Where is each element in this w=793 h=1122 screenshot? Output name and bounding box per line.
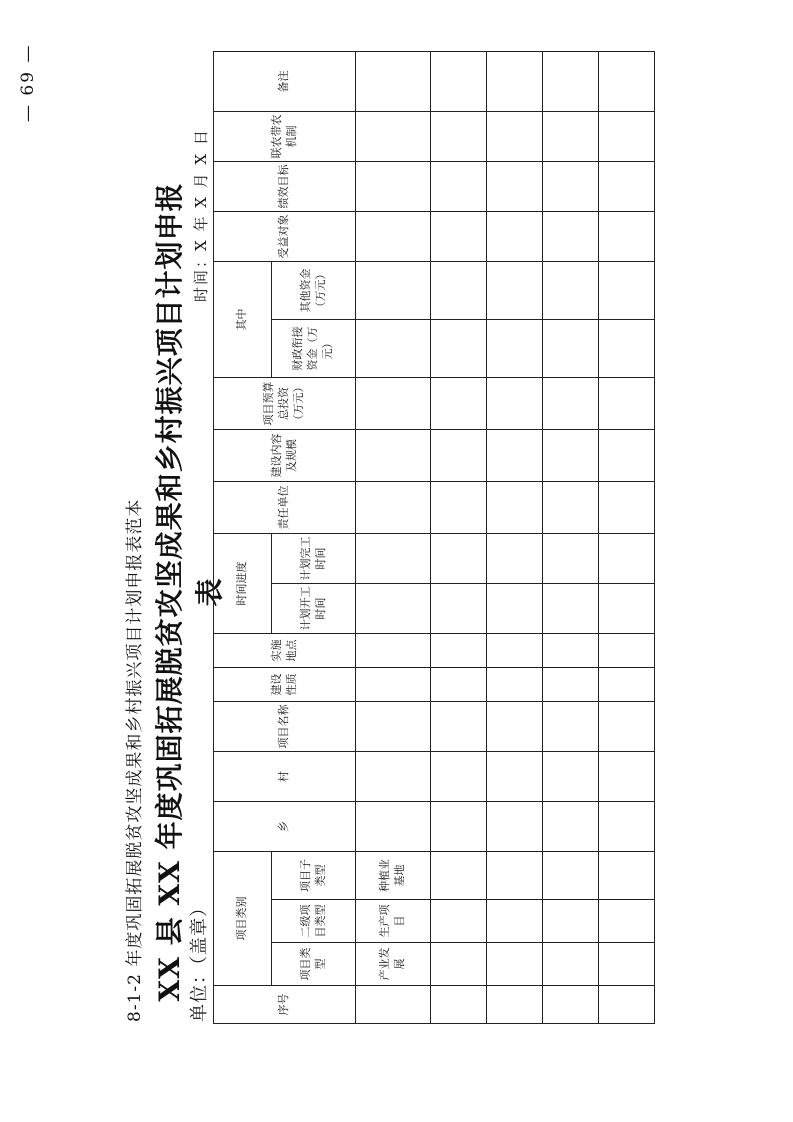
empty-cell[interactable]	[431, 633, 487, 667]
application-table	[213, 51, 655, 1024]
header-row-1	[214, 51, 272, 1023]
table-row	[356, 51, 431, 1023]
empty-cell[interactable]	[599, 261, 655, 319]
table-row-empty	[487, 51, 543, 1023]
cell-performance-goal[interactable]	[356, 161, 431, 211]
cell-content-scale[interactable]	[356, 429, 431, 481]
empty-cell[interactable]	[431, 751, 487, 801]
empty-cell[interactable]	[543, 377, 599, 429]
empty-cell[interactable]	[599, 429, 655, 481]
empty-cell[interactable]	[487, 319, 543, 377]
cell-category-sub[interactable]: 种植业基地	[356, 851, 431, 899]
empty-cell[interactable]	[431, 161, 487, 211]
empty-cell[interactable]	[543, 633, 599, 667]
empty-cell[interactable]	[599, 667, 655, 701]
header-farmer-mechanism: 联农带农机制	[214, 111, 356, 161]
empty-cell[interactable]	[543, 986, 599, 1024]
empty-cell[interactable]	[543, 319, 599, 377]
header-fiscal-funds: 财政衔接资金（万元）	[272, 319, 356, 377]
empty-cell[interactable]	[543, 211, 599, 261]
empty-cell[interactable]	[543, 51, 599, 111]
empty-cell[interactable]	[599, 111, 655, 161]
header-category-group: 项目类别	[214, 851, 272, 985]
header-category-sub: 项目子类型	[272, 851, 356, 899]
empty-cell[interactable]	[431, 801, 487, 851]
empty-cell[interactable]	[543, 751, 599, 801]
header-performance-goal: 绩效目标	[214, 161, 356, 211]
header-schedule-group: 时间进度	[214, 533, 272, 633]
empty-cell[interactable]	[431, 851, 487, 899]
cell-construction-nature[interactable]	[356, 667, 431, 701]
empty-cell[interactable]	[487, 801, 543, 851]
header-construction-nature: 建设性质	[214, 667, 356, 701]
empty-cell[interactable]	[599, 900, 655, 943]
cell-fiscal-funds[interactable]	[356, 319, 431, 377]
empty-cell[interactable]	[431, 111, 487, 161]
header-remarks: 备注	[214, 51, 356, 111]
cell-location[interactable]	[356, 633, 431, 667]
empty-cell[interactable]	[543, 261, 599, 319]
header-category-secondary: 二级项目类型	[272, 900, 356, 943]
table-row-empty	[599, 51, 655, 1023]
table-row-empty	[543, 51, 599, 1023]
empty-cell[interactable]	[543, 583, 599, 633]
empty-cell[interactable]	[487, 633, 543, 667]
empty-cell[interactable]	[599, 211, 655, 261]
empty-cell[interactable]	[599, 161, 655, 211]
empty-cell[interactable]	[599, 943, 655, 986]
header-planned-start: 计划开工时间	[272, 583, 356, 633]
empty-cell[interactable]	[487, 481, 543, 533]
cell-planned-finish[interactable]	[356, 533, 431, 583]
empty-cell[interactable]	[543, 533, 599, 583]
empty-cell[interactable]	[543, 481, 599, 533]
page-number: — 69 —	[18, 43, 38, 122]
header-other-funds: 其他资金（万元）	[272, 261, 356, 319]
cell-remarks[interactable]	[356, 51, 431, 111]
cell-beneficiaries[interactable]	[356, 211, 431, 261]
cell-total-budget[interactable]	[356, 377, 431, 429]
cell-farmer-mechanism[interactable]	[356, 111, 431, 161]
header-village: 村	[214, 751, 356, 801]
empty-cell[interactable]	[487, 701, 543, 751]
empty-cell[interactable]	[487, 533, 543, 583]
cell-planned-start[interactable]	[356, 583, 431, 633]
empty-cell[interactable]	[431, 943, 487, 986]
empty-cell[interactable]	[431, 583, 487, 633]
header-planned-finish: 计划完工时间	[272, 533, 356, 583]
header-category-type: 项目类型	[272, 943, 356, 986]
empty-cell[interactable]	[599, 986, 655, 1024]
empty-cell[interactable]	[543, 111, 599, 161]
cell-seq[interactable]	[356, 986, 431, 1024]
empty-cell[interactable]	[599, 751, 655, 801]
date-label: 时间：X 年 X 月 X 日	[192, 128, 210, 302]
empty-cell[interactable]	[599, 583, 655, 633]
empty-cell[interactable]	[487, 261, 543, 319]
empty-cell[interactable]	[487, 51, 543, 111]
document-title: XX 县 XX 年度巩固拓展脱贫攻坚成果和乡村振兴项目计划申报表	[153, 182, 226, 1002]
empty-cell[interactable]	[487, 986, 543, 1024]
document-subtitle: 8-1-2 年度巩固拓展脱贫攻坚成果和乡村振兴项目计划申报表范本	[125, 498, 145, 1022]
table-row-empty	[431, 51, 487, 1023]
empty-cell[interactable]	[543, 161, 599, 211]
header-content-scale: 建设内容及规模	[214, 429, 356, 481]
empty-cell[interactable]	[431, 261, 487, 319]
empty-cell[interactable]	[599, 701, 655, 751]
empty-cell[interactable]	[487, 667, 543, 701]
empty-cell[interactable]	[487, 900, 543, 943]
header-responsible-unit: 责任单位	[214, 481, 356, 533]
empty-cell[interactable]	[487, 851, 543, 899]
header-among-group: 其中	[214, 261, 272, 377]
empty-cell[interactable]	[431, 533, 487, 583]
empty-cell[interactable]	[543, 851, 599, 899]
empty-cell[interactable]	[543, 701, 599, 751]
cell-project-name[interactable]	[356, 701, 431, 751]
empty-cell[interactable]	[599, 633, 655, 667]
empty-cell[interactable]	[487, 751, 543, 801]
empty-cell[interactable]	[599, 377, 655, 429]
empty-cell[interactable]	[599, 481, 655, 533]
empty-cell[interactable]	[487, 943, 543, 986]
empty-cell[interactable]	[431, 986, 487, 1024]
empty-cell[interactable]	[431, 900, 487, 943]
header-total-budget: 项目预算总投资（万元）	[214, 377, 356, 429]
cell-category-secondary[interactable]: 生产项目	[356, 900, 431, 943]
header-location: 实施地点	[214, 633, 356, 667]
unit-label: 单位：（盖章）	[189, 898, 210, 1022]
empty-cell[interactable]	[599, 851, 655, 899]
empty-cell[interactable]	[431, 429, 487, 481]
header-seq: 序号	[214, 986, 356, 1024]
empty-cell[interactable]	[543, 943, 599, 986]
empty-cell[interactable]	[599, 51, 655, 111]
empty-cell[interactable]	[599, 801, 655, 851]
empty-cell[interactable]	[543, 900, 599, 943]
empty-cell[interactable]	[487, 377, 543, 429]
empty-cell[interactable]	[543, 429, 599, 481]
empty-cell[interactable]	[487, 429, 543, 481]
empty-cell[interactable]	[543, 667, 599, 701]
empty-cell[interactable]	[487, 211, 543, 261]
empty-cell[interactable]	[431, 377, 487, 429]
empty-cell[interactable]	[431, 481, 487, 533]
cell-village[interactable]	[356, 751, 431, 801]
empty-cell[interactable]	[431, 701, 487, 751]
empty-cell[interactable]	[431, 211, 487, 261]
empty-cell[interactable]	[487, 583, 543, 633]
empty-cell[interactable]	[487, 111, 543, 161]
empty-cell[interactable]	[599, 319, 655, 377]
cell-other-funds[interactable]	[356, 261, 431, 319]
empty-cell[interactable]	[431, 319, 487, 377]
cell-responsible-unit[interactable]	[356, 481, 431, 533]
empty-cell[interactable]	[431, 667, 487, 701]
empty-cell[interactable]	[599, 533, 655, 583]
empty-cell[interactable]	[543, 801, 599, 851]
cell-township[interactable]	[356, 801, 431, 851]
header-township: 乡	[214, 801, 356, 851]
empty-cell[interactable]	[431, 51, 487, 111]
header-project-name: 项目名称	[214, 701, 356, 751]
header-beneficiaries: 受益对象	[214, 211, 356, 261]
cell-category-type[interactable]: 产业发展	[356, 943, 431, 986]
empty-cell[interactable]	[487, 161, 543, 211]
